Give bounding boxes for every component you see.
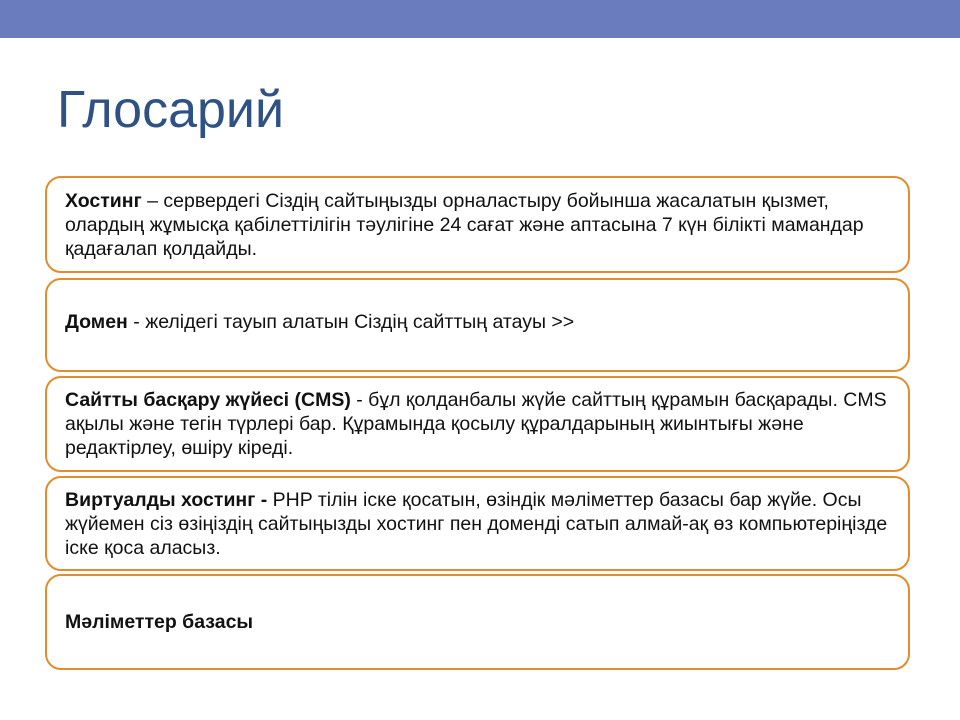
glossary-item-text	[65, 610, 253, 634]
top-accent-bar	[0, 0, 960, 38]
glossary-separator: –	[141, 189, 164, 212]
glossary-item-hosting	[45, 176, 910, 273]
glossary-separator: -	[350, 389, 369, 411]
slide-title: Глосарий	[57, 81, 285, 139]
glossary-item-text	[65, 310, 574, 334]
glossary-term: Сайтты басқару жүйесі (CMS)	[65, 389, 351, 411]
glossary-item-text	[65, 189, 888, 261]
glossary-term: Виртуалды хостинг -	[65, 488, 268, 511]
glossary-item-text	[65, 488, 888, 560]
glossary-item-domain	[45, 278, 910, 372]
glossary-item-database	[45, 574, 910, 670]
glossary-definition: желідегі тауып алатын Сіздің сайттың атауы >>	[145, 311, 575, 333]
glossary-item-virtual-hosting	[45, 476, 910, 571]
glossary-term: Мәліметтер базасы	[65, 611, 254, 633]
glossary-term: Хостинг	[65, 189, 142, 212]
glossary-item-text	[65, 388, 888, 460]
glossary-term: Домен	[65, 311, 128, 333]
glossary-definition: бұл қолданбалы жүйе сайттың құрамын басқарады. CMS ақылы және тегін түрлері бар. Құрамында қосылу құралдарының жиынтығы және редактірлеу, өшіру кіреді.	[65, 389, 887, 459]
glossary-definition: сервердегі Сіздің сайтыңызды орналастыру бойынша жасалатын қызмет, олардың жұмысқа қабілеттілігін тәулігіне 24 сағат және аптасына 7 күн білікті мамандар қадағалап қолдайды.	[65, 189, 864, 260]
glossary-definition: PHP тілін іске қосатын, өзіндік мәліметтер базасы бар жүйе. Осы жүйемен сіз өзіңіздің сайтыңызды хостинг пен доменді сатып алмай-ақ өз компьютеріңізде іске қоса аласыз.	[65, 488, 888, 559]
glossary-item-cms	[45, 376, 910, 472]
glossary-separator: -	[127, 311, 146, 333]
